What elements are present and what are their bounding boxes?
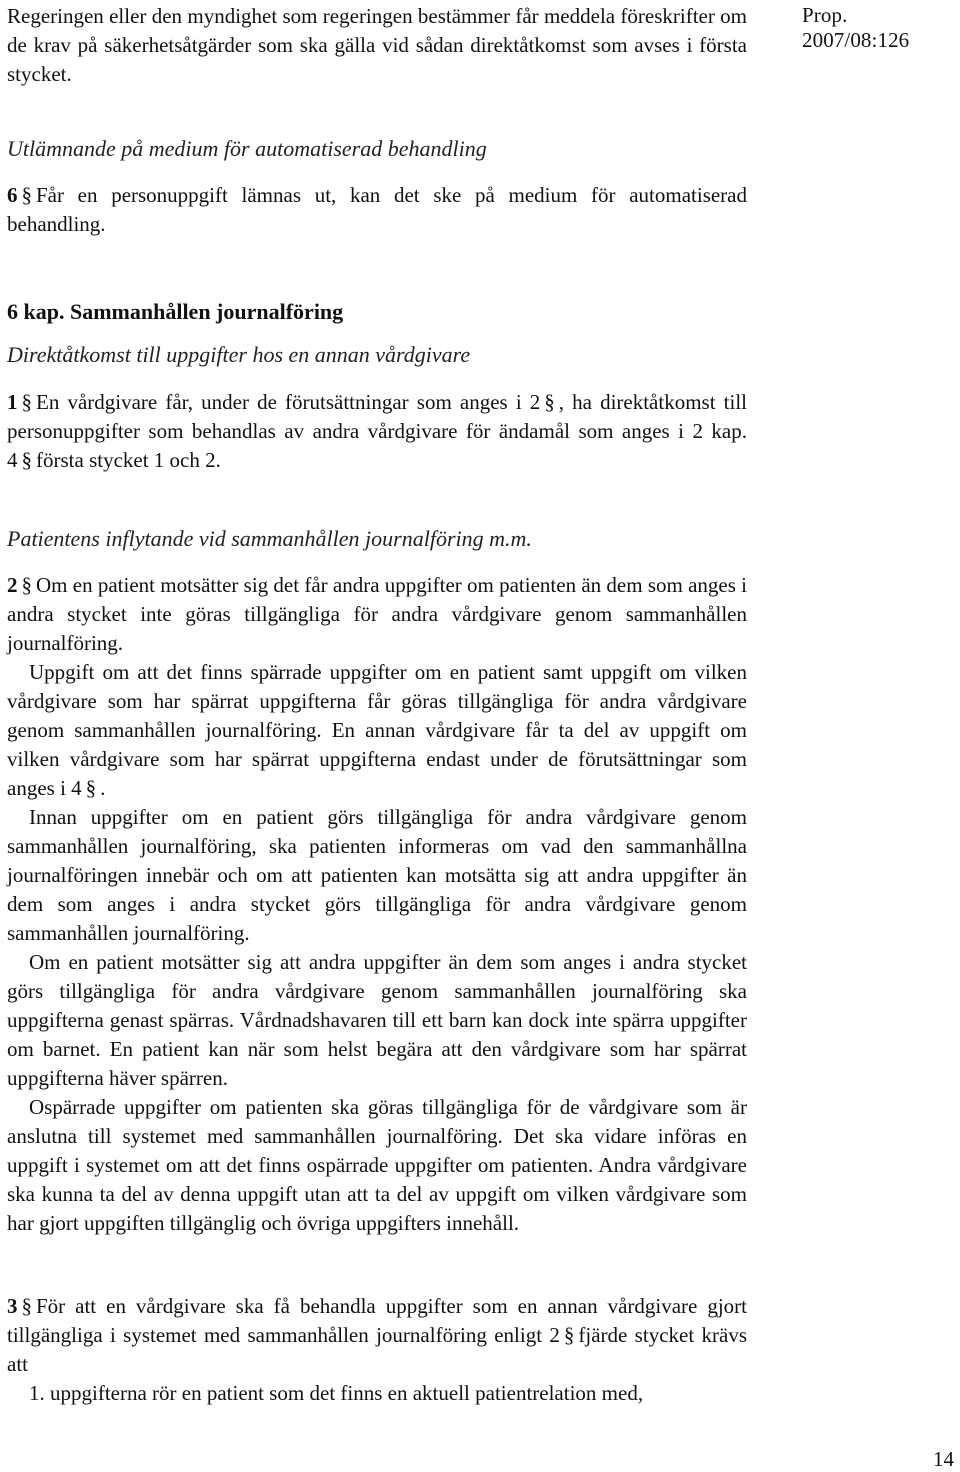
section-1-block [7, 388, 747, 475]
section-2-paragraph-2 [7, 658, 747, 803]
section-2-paragraph-1 [7, 571, 747, 658]
section-2-paragraph-3: Innan uppgifter om en patient görs tillgängliga för andra vårdgivare genom sammanhållen journalföring, ska patienten informeras om vad den sammanhållna journalföringen innebär och om att patienten kan motsätta sig att andra uppgifter än dem som anges i andra stycket görs tillgängliga för andra vårdgivare genom sammanhållen journalföring. [7, 805, 747, 945]
section-2-paragraph-5: Ospärrade uppgifter om patienten ska göras tillgängliga för de vårdgivare som är anslutna till systemet med sammanhållen journalföring. Det ska vidare införas en uppgift i systemet om att det finns ospärrade uppgifter om patienten. Andra vårdgivare ska kunna ta del av denna uppgift utan att ta del av uppgift om vilken vårdgivare som har gjort uppgiften tillgänglig och övriga uppgifters innehåll. [7, 1095, 747, 1235]
paragraph-symbol: § [21, 573, 32, 597]
section-number: 6 [7, 183, 18, 207]
section-1-paragraph [7, 388, 747, 475]
section-2-text-2a: Uppgift om att det finns spärrade uppgifter om en patient samt uppgift om vilken vårdgivare som har spärrat uppgifterna får göras tillgängliga för andra vårdgivare genom sammanhållen journalföring. En annan vårdgivare får ta del av uppgift om vilken vårdgivare som har spärrat uppgifterna endast under de förutsättningar som anges i 4 [7, 660, 747, 800]
section-3-text-a: För att en vårdgivare ska få behandla uppgifter som en annan vårdgivare gjort tillgängliga i systemet med sammanhållen journalföring enligt 2 [7, 1294, 747, 1347]
section-3-paragraph [7, 1292, 747, 1379]
section-number: 3 [7, 1294, 18, 1318]
paragraph-symbol: § [544, 390, 555, 414]
heading-patient-influence: Patientens inflytande vid sammanhållen journalföring m.m. [7, 526, 532, 551]
section-3-text-b: fjärde stycket krävs att [7, 1323, 747, 1376]
section-2-paragraph-4: Om en patient motsätter sig att andra uppgifter än dem som anges i andra stycket görs tillgängliga för andra vårdgivare genom sammanhållen journalföring ska uppgifterna genast spärras. Vårdnadshavaren till ett barn kan dock inte spärra uppgifter om barnet. En patient kan när som helst begära att den vårdgivare som har spärrat uppgifterna häver spärren. [7, 950, 747, 1090]
section-2-block [7, 571, 747, 1238]
section-number: 2 [7, 573, 18, 597]
section-1-text-a: En vårdgivare får, under de förutsättningar som anges i 2 [36, 390, 541, 414]
section-6-text: Får en personuppgift lämnas ut, kan det ske på medium för automatiserad behandling. [7, 183, 747, 236]
paragraph-symbol: § [85, 776, 97, 800]
intro-text: Regeringen eller den myndighet som regeringen bestämmer får meddela föreskrifter om de krav på säkerhetsåtgärder som ska gälla vid sådan direktåtkomst som avses i första stycket. [7, 4, 747, 86]
section-6-block [7, 181, 747, 239]
paragraph-symbol: § [21, 183, 32, 207]
paragraph-symbol: § [21, 1294, 32, 1318]
paragraph-symbol: § [563, 1323, 575, 1347]
section-number: 1 [7, 390, 18, 414]
section-2-text-2b: . [100, 776, 106, 800]
section-1-text-c: första stycket 1 och 2. [36, 448, 221, 472]
section-6-paragraph [7, 181, 747, 239]
section-3-block [7, 1292, 747, 1408]
section-1-text-b: , ha direktåtkomst till personuppgifter som behandlas av andra vårdgivare för ändamål som anges i 2 kap. 4 [7, 390, 748, 472]
chapter-title: 6 kap. Sammanhållen journalföring [7, 299, 344, 324]
section-3-item-1: 1. uppgifterna rör en patient som det finns en aktuell patientrelation med, [29, 1381, 644, 1405]
section-heading-medium: Utlämnande på medium för automatiserad behandling [7, 136, 487, 161]
paragraph-symbol: § [21, 448, 32, 472]
section-2-text-1: Om en patient motsätter sig det får andra uppgifter om patienten än dem som anges i andra stycket inte göras tillgängliga för andra vårdgivare genom sammanhållen journalföring. [7, 573, 747, 655]
paragraph-symbol: § [21, 390, 32, 414]
intro-paragraph [7, 2, 747, 89]
heading-direct-access: Direktåtkomst till uppgifter hos en annan vårdgivare [7, 342, 471, 367]
page-number: 14 [933, 1447, 954, 1471]
page-reference: Prop. 2007/08:126 [802, 3, 910, 52]
